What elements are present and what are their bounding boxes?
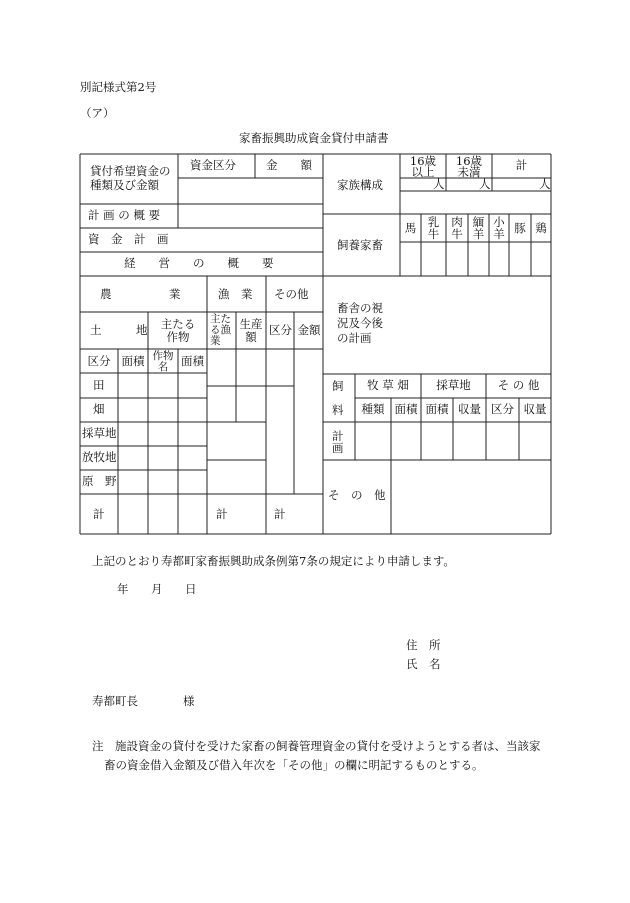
animal-beef-2: 牛 — [451, 227, 463, 241]
fund-plan-label: 資 金 計 画 — [88, 232, 169, 246]
row-label-wild: 原 野 — [82, 474, 117, 488]
animal-sheep-2: 羊 — [472, 227, 485, 241]
page-title: 家畜振興助成資金貸付申請書 — [239, 131, 389, 145]
family-total-header: 計 — [515, 158, 528, 172]
management-overview-label: 経 営 の 概 要 — [124, 256, 274, 270]
age16-under-1: 16歳 — [455, 154, 483, 168]
pasture-header: 牧 草 畑 — [367, 378, 409, 392]
address-label: 住 所 — [406, 638, 441, 652]
main-crops-header-2: 作物 — [166, 330, 190, 344]
classification-header: 区分 — [269, 323, 292, 337]
date-month: 月 — [151, 582, 163, 596]
main-fishery-header-3: 業 — [210, 335, 221, 347]
animal-chicken: 鶏 — [535, 221, 547, 235]
row-label-paddy: 田 — [93, 378, 105, 392]
note-line-1: 注 施設資金の貸付を受けた家畜の飼養管理資金の貸付を受けようとする者は、当該家 — [92, 739, 541, 753]
person-unit-2: 人 — [479, 177, 491, 191]
date-year: 年 — [117, 582, 129, 596]
livestock-label: 飼養家畜 — [337, 238, 383, 252]
row-label-grazing: 放牧地 — [82, 450, 117, 464]
loan-type-label-2: 種類及び金額 — [90, 178, 159, 192]
others-label: そ の 他 — [328, 488, 386, 502]
amount-header: 金 額 — [266, 158, 312, 172]
form-number: 別記様式第2号 — [80, 80, 157, 94]
age16-over-1: 16歳 — [409, 154, 437, 168]
area-subheader: 面積 — [121, 354, 145, 368]
crop-name-subheader-2: 名 — [157, 361, 169, 373]
barn-plan-label-2: 況及今後 — [337, 316, 383, 330]
age16-under-2: 未満 — [457, 165, 481, 179]
animal-horse: 馬 — [404, 221, 417, 235]
addressee-label: 寿都町長 — [92, 694, 138, 708]
yield-b-subheader: 収量 — [523, 402, 547, 416]
name-label: 氏 名 — [406, 657, 441, 671]
main-fishery-header-2: る漁 — [210, 324, 231, 336]
feed-category-subheader: 区分 — [491, 402, 514, 416]
production-header-2: 額 — [245, 330, 257, 344]
yield-a-subheader: 収量 — [458, 402, 481, 416]
feed-other-header: そ の 他 — [497, 378, 540, 392]
feed-label-1: 飼 — [332, 379, 344, 393]
total-label-fishery: 計 — [216, 507, 228, 521]
sub-label: （ア） — [80, 106, 115, 120]
total-label-other: 計 — [274, 507, 286, 521]
plan-label-1: 計 — [332, 429, 344, 443]
area2-subheader: 面積 — [181, 354, 204, 368]
land-header: 土 地 — [90, 323, 148, 337]
category-subheader: 区分 — [87, 354, 111, 368]
row-label-meadow: 採草地 — [82, 426, 117, 440]
plan-label-2: 画 — [332, 441, 344, 455]
kind-subheader: 種類 — [361, 402, 385, 416]
loan-type-label-1: 貸付希望資金の — [90, 164, 171, 178]
feed-label-2: 料 — [332, 403, 344, 417]
animal-dairy-2: 牛 — [427, 227, 440, 241]
family-composition-label: 家族構成 — [337, 178, 383, 192]
person-unit-3: 人 — [539, 177, 551, 191]
person-unit-1: 人 — [433, 177, 445, 191]
date-day: 日 — [185, 582, 197, 596]
fund-category-header: 資金区分 — [190, 158, 236, 172]
barn-plan-label-3: の計画 — [337, 331, 372, 345]
note-line-2: 畜の資金借入金額及び借入年次を「その他」の欄に明記するものとする。 — [104, 758, 484, 772]
animal-sheep-1: 緬 — [472, 215, 485, 229]
plan-overview-label: 計 画 の 概 要 — [88, 208, 161, 222]
area-b-subheader: 面積 — [425, 402, 449, 416]
main-fishery-header-1: 主た — [210, 313, 231, 325]
animal-dairy-1: 乳 — [427, 215, 440, 229]
crop-name-subheader-1: 作物 — [152, 350, 174, 362]
other-header: その他 — [274, 287, 309, 301]
animal-goat-1: 小 — [493, 215, 505, 229]
age16-over-2: 以上 — [411, 165, 435, 179]
animal-beef-1: 肉 — [451, 215, 463, 229]
honorific-label: 様 — [183, 694, 195, 708]
statement-text: 上記のとおり寿都町家畜振興助成条例第7条の規定により申請します。 — [92, 554, 455, 568]
main-crops-header-1: 主たる — [160, 317, 196, 331]
production-header-1: 生産 — [239, 317, 263, 331]
row-label-field: 畑 — [93, 402, 105, 416]
meadow-header: 採草地 — [436, 378, 471, 392]
animal-pig: 豚 — [514, 221, 526, 235]
amount-short-header: 金額 — [297, 323, 321, 337]
fishery-header: 漁 業 — [218, 287, 253, 301]
total-label-land: 計 — [93, 507, 105, 521]
animal-goat-2: 羊 — [493, 227, 505, 241]
barn-plan-label-1: 畜舎の視 — [337, 301, 383, 315]
area-a-subheader: 面積 — [394, 402, 418, 416]
agriculture-header: 農 業 — [100, 287, 181, 301]
